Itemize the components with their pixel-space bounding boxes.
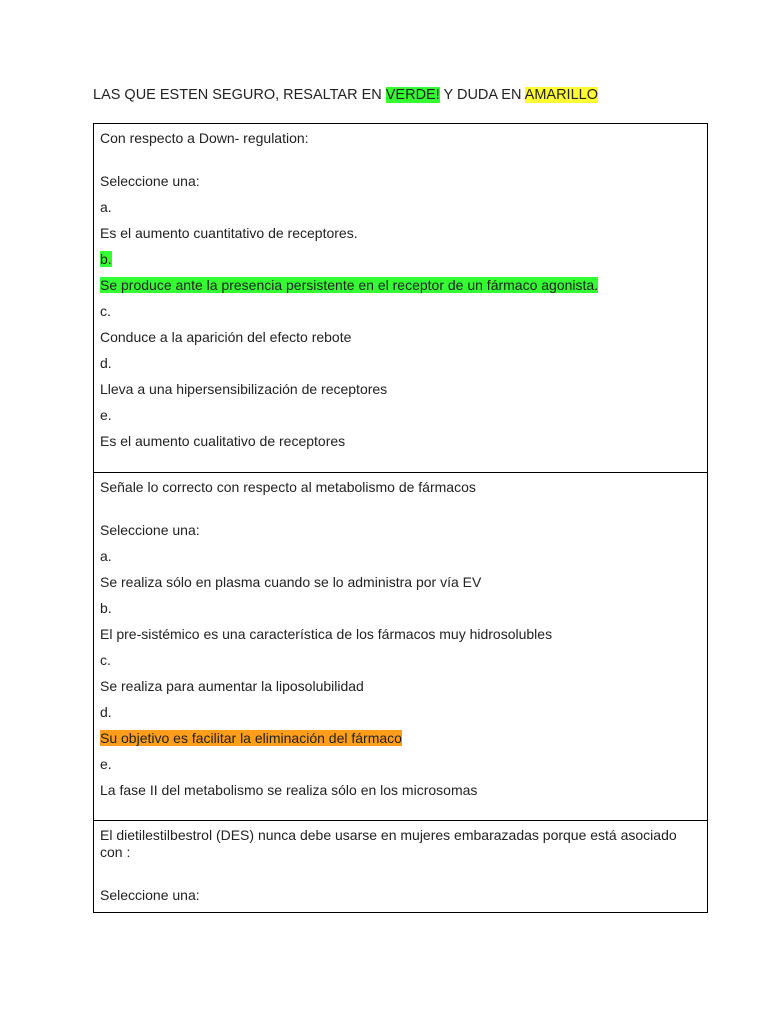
option-letter-b[interactable]: b. [100,600,112,616]
select-prompt: Seleccione una: [100,173,200,189]
question-3 [94,820,707,912]
question-2 [94,472,707,820]
option-letter-d[interactable]: d. [100,704,112,720]
title-prefix: LAS QUE ESTEN SEGURO, RESALTAR EN [93,87,386,103]
select-prompt: Seleccione una: [100,887,200,903]
option-letter-c[interactable]: c. [100,303,111,319]
option-text-d[interactable]: Su objetivo es facilitar la eliminación del fármaco [100,730,402,746]
question-stem: Con respecto a Down- regulation: [100,130,309,146]
option-text-e[interactable]: La fase II del metabolismo se realiza sólo en los microsomas [100,782,478,798]
title-yellow-word: AMARILLO [524,87,598,103]
option-letter-e[interactable]: e. [100,756,112,772]
option-text-b[interactable]: Se produce ante la presencia persistente en el receptor de un fármaco agonista. [100,277,599,293]
question-stem: El dietilestilbestrol (DES) nunca debe usarse en mujeres embarazadas porque está asociado con : [100,827,677,860]
option-letter-a[interactable]: a. [100,548,112,564]
option-text-e[interactable]: Es el aumento cualitativo de receptores [100,433,346,449]
option-text-c[interactable]: Conduce a la aparición del efecto rebote [100,329,352,345]
questions-table [93,123,708,913]
option-letter-a[interactable]: a. [100,199,112,215]
title-green-word: VERDE! [385,87,440,103]
option-text-b[interactable]: El pre-sistémico es una característica de los fármacos muy hidrosolubles [100,626,553,642]
option-letter-c[interactable]: c. [100,652,111,668]
page-title [93,86,598,104]
select-prompt: Seleccione una: [100,522,200,538]
option-letter-d[interactable]: d. [100,355,112,371]
option-text-a[interactable]: Es el aumento cuantitativo de receptores. [100,225,358,241]
question-stem: Señale lo correcto con respecto al metabolismo de fármacos [100,479,476,495]
option-text-a[interactable]: Se realiza sólo en plasma cuando se lo administra por vía EV [100,574,482,590]
option-text-c[interactable]: Se realiza para aumentar la liposolubilidad [100,678,364,694]
option-letter-e[interactable]: e. [100,407,112,423]
title-middle: Y DUDA EN [439,87,525,103]
question-1 [94,124,707,472]
option-letter-b[interactable]: b. [100,251,112,267]
option-text-d[interactable]: Lleva a una hipersensibilización de receptores [100,381,388,397]
